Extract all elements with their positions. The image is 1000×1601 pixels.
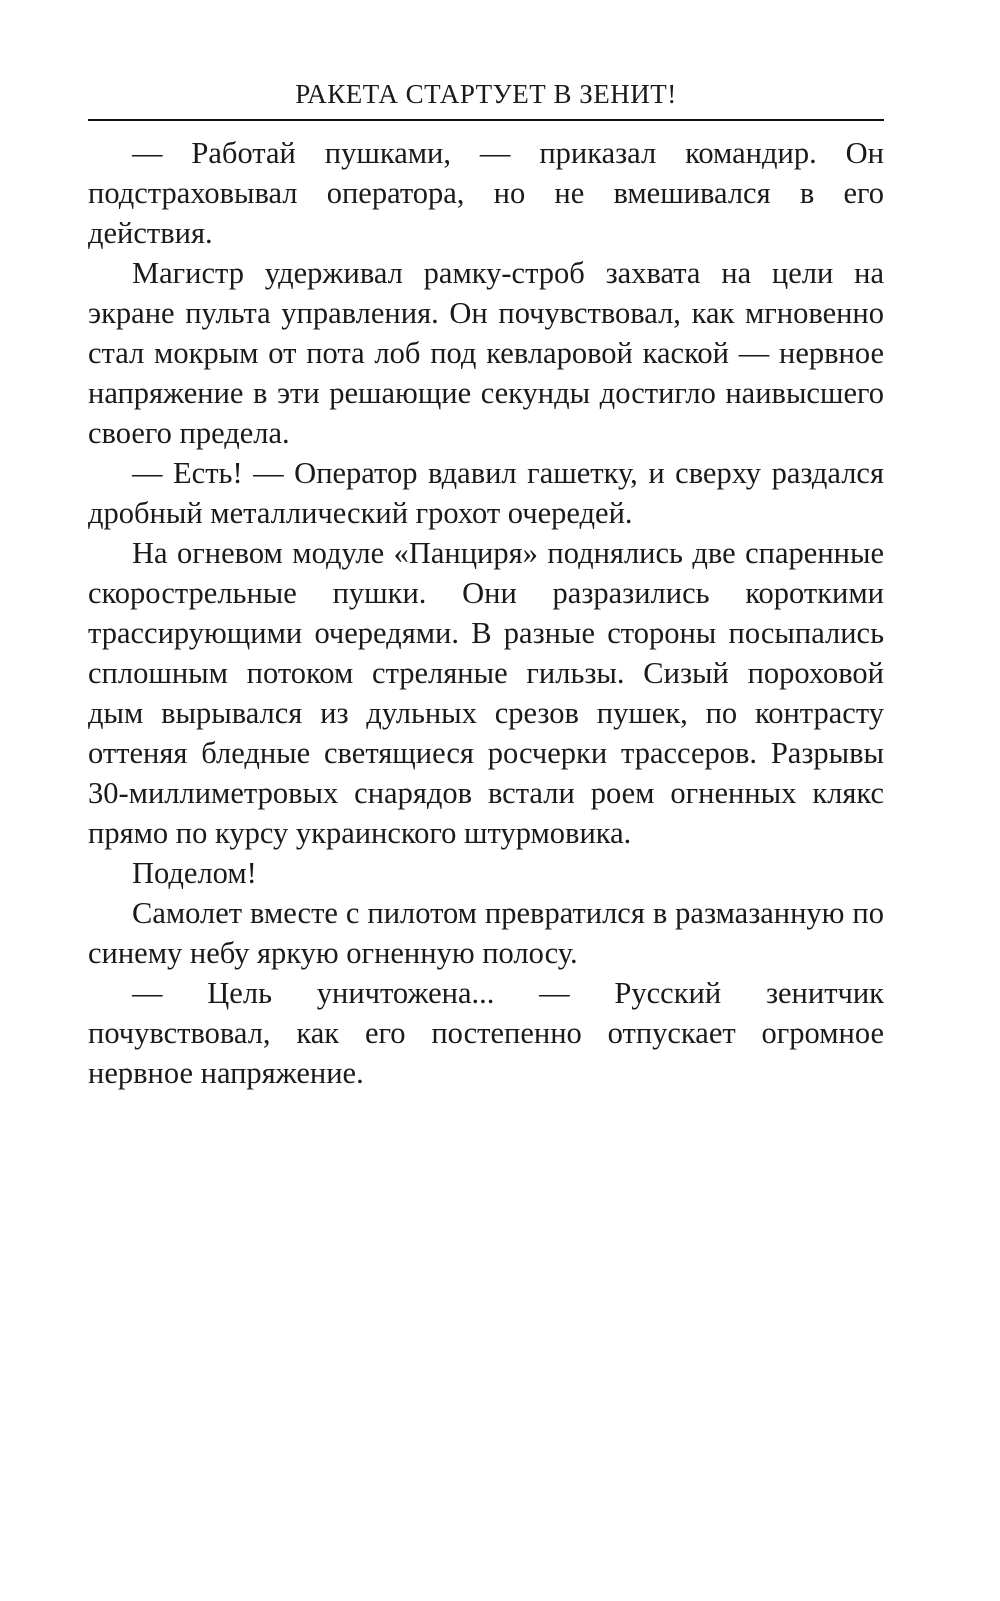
paragraph-1: — Работай пушками, — приказал командир. Он подстраховывал оператора, но не вмешивался в его действия.	[88, 136, 884, 250]
paragraph-6: Самолет вместе с пилотом превратился в размазанную по синему небу яркую огненную полосу.	[88, 896, 884, 970]
page-body	[88, 133, 884, 1093]
paragraph-2: Магистр удерживал рамку-строб захвата на цели на экране пульта управления. Он почувствовал, как мгновенно стал мокрым от пота лоб под кевларовой каской — нервное напряжение в эти решающие секунды достигло наивысшего своего предела.	[88, 256, 884, 450]
running-head: РАКЕТА СТАРТУЕТ В ЗЕНИТ!	[88, 60, 884, 121]
paragraph-3: — Есть! — Оператор вдавил гашетку, и сверху раздался дробный металлический грохот очередей.	[88, 456, 884, 530]
paragraph-4: На огневом модуле «Панциря» поднялись две спаренные скорострельные пушки. Они разразились короткими трассирующими очередями. В разные стороны посыпались сплошным потоком стреляные гильзы. Сизый пороховой дым вырывался из дульных срезов пушек, по контрасту оттеняя бледные светящиеся росчерки трассеров. Разрывы 30-миллиметровых снарядов встали роем огненных клякс прямо по курсу украинского штурмовика.	[88, 536, 884, 850]
book-page	[88, 60, 884, 1093]
paragraph-5: Поделом!	[132, 856, 257, 890]
paragraph-7: — Цель уничтожена... — Русский зенитчик почувствовал, как его постепенно отпускает огромное нервное напряжение.	[88, 976, 884, 1090]
